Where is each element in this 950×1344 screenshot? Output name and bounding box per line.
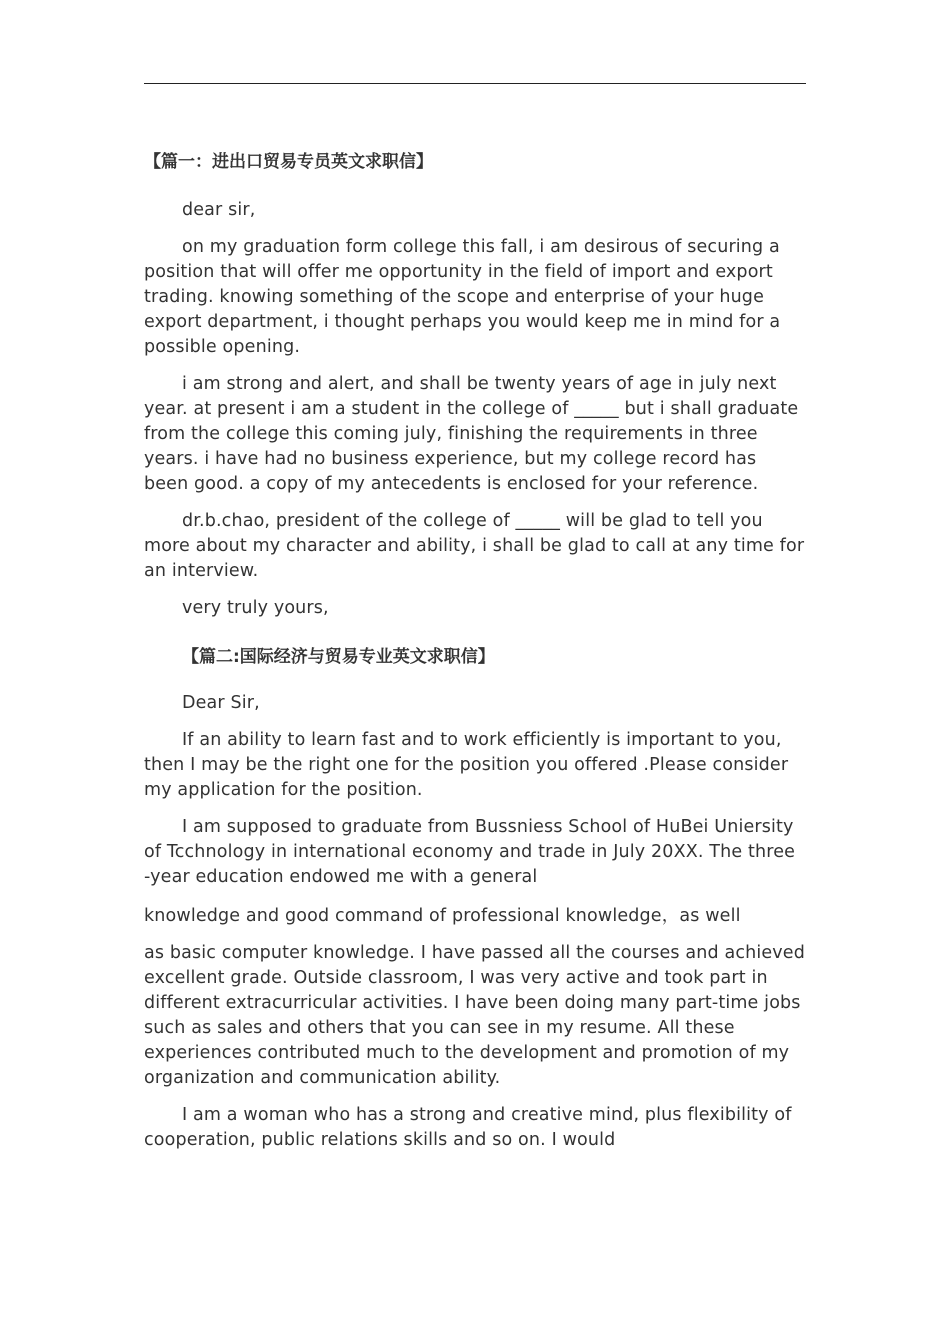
section1-paragraph-2: i am strong and alert, and shall be twenty years of age in july next year. at present i am a student in the college of _____ but i shall graduate from the college this coming july, finishing the requirements in three years. i have had no business experience, but my college record has been good. a copy of my antecedents is enclosed for your reference. bbox=[144, 374, 799, 494]
section2-salutation: Dear Sir, bbox=[182, 693, 260, 713]
section2-paragraph-2: I am supposed to graduate from Bussniess School of HuBei Uniersity of Tcchnology in international economy and trade in July 20XX. The three -year education endowed me with a general bbox=[144, 817, 796, 887]
section1-closing: very truly yours, bbox=[182, 598, 329, 618]
section2-paragraph-2-continued: knowledge and good command of professional knowledge，as well bbox=[144, 906, 741, 926]
section2-paragraph-3: as basic computer knowledge. I have passed all the courses and achieved excellent grade. Outside classroom, I was very active and took part in different extracurricular activities. I have been doing many part-time jobs such as sales and others that you can see in my resume. All these experiences contributed much to the development and promotion of my organization and communication ability. bbox=[144, 943, 805, 1088]
section1-paragraph-1: on my graduation form college this fall, i am desirous of securing a position that will offer me opportunity in the field of import and export trading. knowing something of the scope and enterprise of your huge export department, i thought perhaps you would keep me in mind for a possible opening. bbox=[144, 237, 781, 357]
document-body bbox=[144, 148, 806, 1165]
header-rule bbox=[144, 83, 806, 84]
section2-heading: 【篇二:国际经济与贸易专业英文求职信】 bbox=[182, 647, 495, 667]
section1-paragraph-3: dr.b.chao, president of the college of _____ will be glad to tell you more about my character and ability, i shall be glad to call at any time for an interview. bbox=[144, 511, 805, 581]
section1-salutation: dear sir, bbox=[182, 200, 256, 220]
section2-paragraph-1: If an ability to learn fast and to work efficiently is important to you, then I may be the right one for the position you offered .Please consider my application for the position. bbox=[144, 730, 789, 800]
section1-heading: 【篇一：进出口贸易专员英文求职信】 bbox=[144, 152, 433, 172]
section2-paragraph-4: I am a woman who has a strong and creative mind, plus flexibility of cooperation, public relations skills and so on. I would bbox=[144, 1105, 792, 1150]
